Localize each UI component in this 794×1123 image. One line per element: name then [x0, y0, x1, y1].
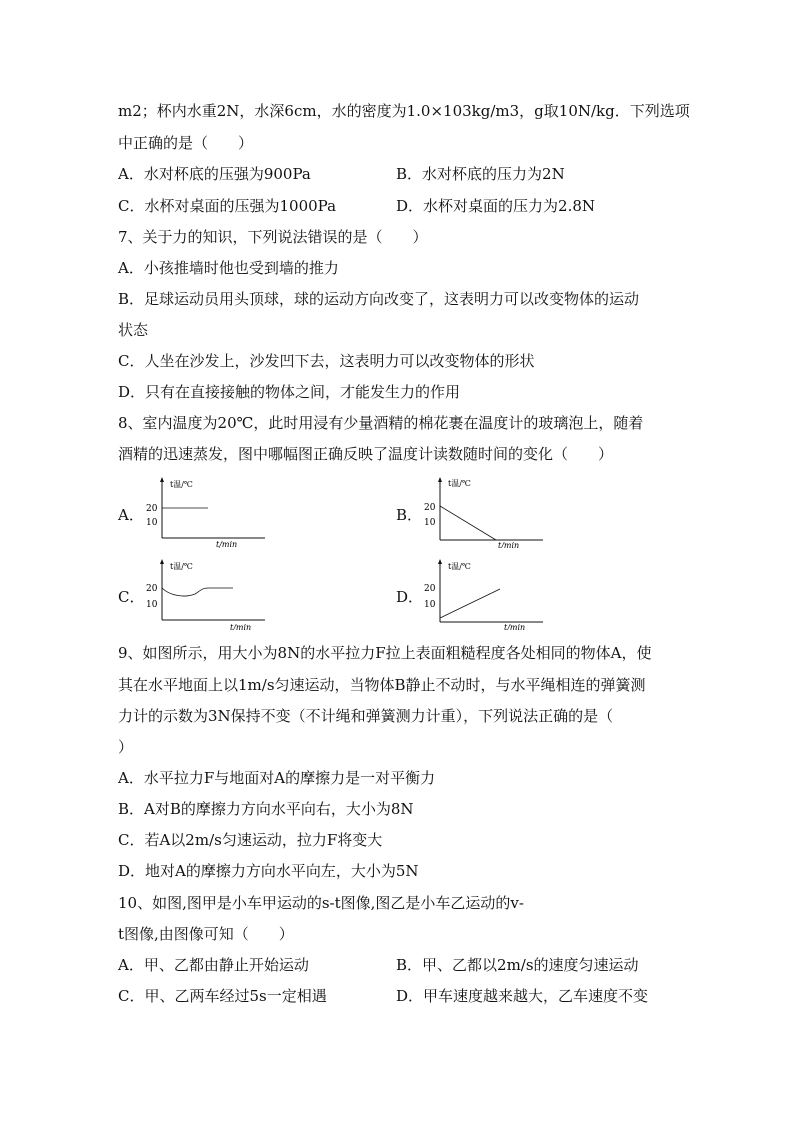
graph-a-tick-10: 10 [146, 518, 158, 528]
q6-stem-line2: 中正确的是（ ） [118, 134, 254, 152]
q10-stem-line1: 10、如图,图甲是小车甲运动的s-t图像,图乙是小车乙运动的v- [118, 894, 524, 912]
graph-b-curve [440, 506, 496, 540]
q9-option-a: A．水平拉力F与地面对A的摩擦力是一对平衡力 [118, 769, 436, 787]
graph-b-label: B． [396, 506, 423, 524]
graph-b-y-arrow [438, 477, 442, 482]
q6-option-a: A．水对杯底的压强为900Pa [118, 165, 311, 183]
q7-stem: 7、关于力的知识，下列说法错误的是（ ） [118, 228, 428, 246]
graph-c-y-label: t温/℃ [170, 562, 193, 571]
q10-stem-line2: t图像,由图像可知（ ） [118, 925, 294, 943]
graph-c-x-label: t/min [230, 623, 252, 630]
q10-option-a: A．甲、乙都由静止开始运动 [118, 956, 309, 974]
q6-option-b: B．水对杯底的压力为2N [396, 165, 565, 183]
q9-option-d: D．地对A的摩擦力方向水平向左，大小为5N [118, 862, 419, 880]
q7-option-b-line1: B．足球运动员用头顶球，球的运动方向改变了，这表明力可以改变物体的运动 [118, 290, 640, 308]
graph-c [140, 558, 270, 630]
q6-stem-line1: m2；杯内水重2N，水深6cm，水的密度为1.0×103kg/m3，g取10N/kg．下列选项 [118, 102, 690, 120]
q9-stem-line4: ） [118, 738, 134, 756]
graph-b-tick-20: 20 [424, 503, 436, 513]
graph-b-x-label: t/min [498, 541, 520, 548]
graph-c-y-arrow [160, 559, 164, 564]
graph-a-tick-20: 20 [146, 504, 158, 514]
q9-stem-line3: 力计的示数为3N保持不变（不计绳和弹簧测力计重），下列说法正确的是（ [118, 707, 614, 725]
q7-option-c: C．人坐在沙发上，沙发凹下去，这表明力可以改变物体的形状 [118, 352, 535, 370]
q9-option-b: B．A对B的摩擦力方向水平向右，大小为8N [118, 800, 414, 818]
q10-option-b: B．甲、乙都以2m/s的速度匀速运动 [396, 956, 639, 974]
graph-c-curve [162, 588, 233, 596]
q10-option-d: D．甲车速度越来越大，乙车速度不变 [396, 987, 649, 1005]
q8-stem-line2: 酒精的迅速蒸发，图中哪幅图正确反映了温度计读数随时间的变化（ ） [118, 445, 614, 463]
graph-d-y-arrow [438, 559, 442, 564]
q9-stem-line1: 9、如图所示，用大小为8N的水平拉力F拉上表面粗糙程度各处相同的物体A，使 [118, 644, 652, 662]
q9-stem-line2: 其在水平地面上以1m/s匀速运动，当物体B静止不动时，与水平绳相连的弹簧测 [118, 676, 646, 694]
graph-d-tick-10: 10 [424, 600, 436, 610]
graph-b-y-label: t温/℃ [448, 479, 471, 488]
graph-a-label: A． [118, 506, 144, 524]
graph-b-tick-10: 10 [424, 518, 436, 528]
q6-option-d: D．水杯对桌面的压力为2.8N [396, 197, 596, 215]
q7-option-d: D．只有在直接接触的物体之间，才能发生力的作用 [118, 383, 461, 401]
graph-c-tick-10: 10 [146, 600, 158, 610]
q6-option-c: C．水杯对桌面的压强为1000Pa [118, 197, 337, 215]
graph-d-curve [440, 589, 500, 618]
graph-d-label: D． [396, 588, 424, 606]
q7-option-a: A．小孩推墙时他也受到墙的推力 [118, 259, 339, 277]
graph-a-y-label: t温/℃ [170, 480, 193, 489]
graph-d-x-label: t/min [504, 623, 526, 630]
q10-option-c: C．甲、乙两车经过5s一定相遇 [118, 987, 327, 1005]
graph-d-tick-20: 20 [424, 584, 436, 594]
graph-a-y-arrow [160, 477, 164, 482]
graph-a [140, 476, 270, 548]
graph-d-y-label: t温/℃ [448, 562, 471, 571]
graph-c-tick-20: 20 [146, 584, 158, 594]
graph-d [418, 558, 548, 630]
graph-a-x-label: t/min [216, 540, 238, 548]
q9-option-c: C．若A以2m/s匀速运动，拉力F将变大 [118, 831, 383, 849]
q7-option-b-line2: 状态 [118, 321, 149, 339]
graph-b [418, 476, 548, 548]
graph-c-label: C． [118, 588, 145, 606]
q8-stem-line1: 8、室内温度为20℃，此时用浸有少量酒精的棉花裹在温度计的玻璃泡上，随着 [118, 414, 644, 432]
